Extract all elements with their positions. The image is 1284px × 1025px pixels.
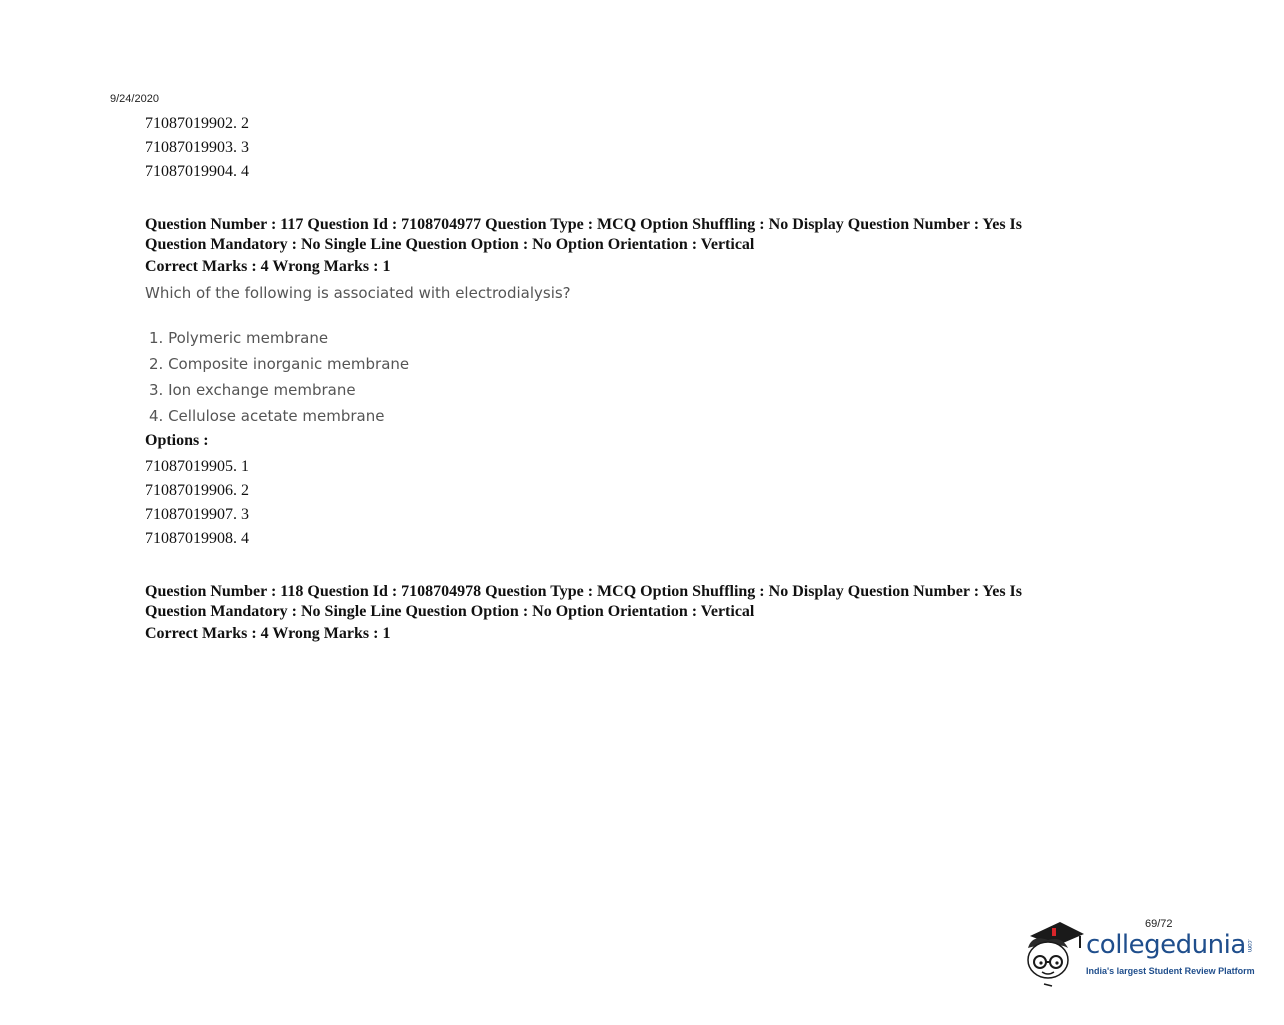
page-number: 69/72 (1145, 918, 1173, 930)
question-117-meta-line1: Question Number : 117 Question Id : 7108704977 Question Type : MCQ Option Shuffling : No Display Question Number : Yes Is (145, 216, 1022, 233)
option-3: 71087019907. 3 (145, 506, 249, 523)
choice-1: 1. Polymeric membrane (149, 329, 329, 347)
previous-option-3: 71087019903. 3 (145, 139, 249, 156)
previous-option-4: 71087019904. 4 (145, 163, 249, 180)
question-117-meta (145, 215, 1135, 255)
previous-option-2: 71087019902. 2 (145, 115, 249, 132)
choice-4: 4. Cellulose acetate membrane (149, 407, 385, 425)
choice-3: 3. Ion exchange membrane (149, 381, 356, 399)
option-1: 71087019905. 1 (145, 458, 249, 475)
question-118-meta (145, 582, 1135, 622)
logo-name: collegedunia (1086, 930, 1246, 960)
option-4: 71087019908. 4 (145, 530, 249, 547)
collegedunia-logo (1022, 918, 1262, 988)
mascot-icon (1022, 918, 1086, 988)
question-118-meta-line1: Question Number : 118 Question Id : 7108704978 Question Type : MCQ Option Shuffling : No Display Question Number : Yes Is (145, 583, 1022, 600)
question-118-meta-line2: Question Mandatory : No Single Line Question Option : No Option Orientation : Vertical (145, 603, 755, 620)
question-118-marks: Correct Marks : 4 Wrong Marks : 1 (145, 625, 391, 642)
question-117-text: Which of the following is associated with electrodialysis? (145, 284, 571, 302)
logo-suffix: .com (1245, 939, 1253, 952)
question-117-meta-line2: Question Mandatory : No Single Line Question Option : No Option Orientation : Vertical (145, 236, 755, 253)
option-2: 71087019906. 2 (145, 482, 249, 499)
question-117-marks: Correct Marks : 4 Wrong Marks : 1 (145, 258, 391, 275)
choice-2: 2. Composite inorganic membrane (149, 355, 410, 373)
question-117-choices (149, 327, 409, 431)
logo-tagline: India's largest Student Review Platform (1086, 966, 1255, 976)
options-label: Options : (145, 432, 209, 449)
logo-wordmark (1086, 930, 1253, 960)
print-date: 9/24/2020 (110, 93, 159, 105)
